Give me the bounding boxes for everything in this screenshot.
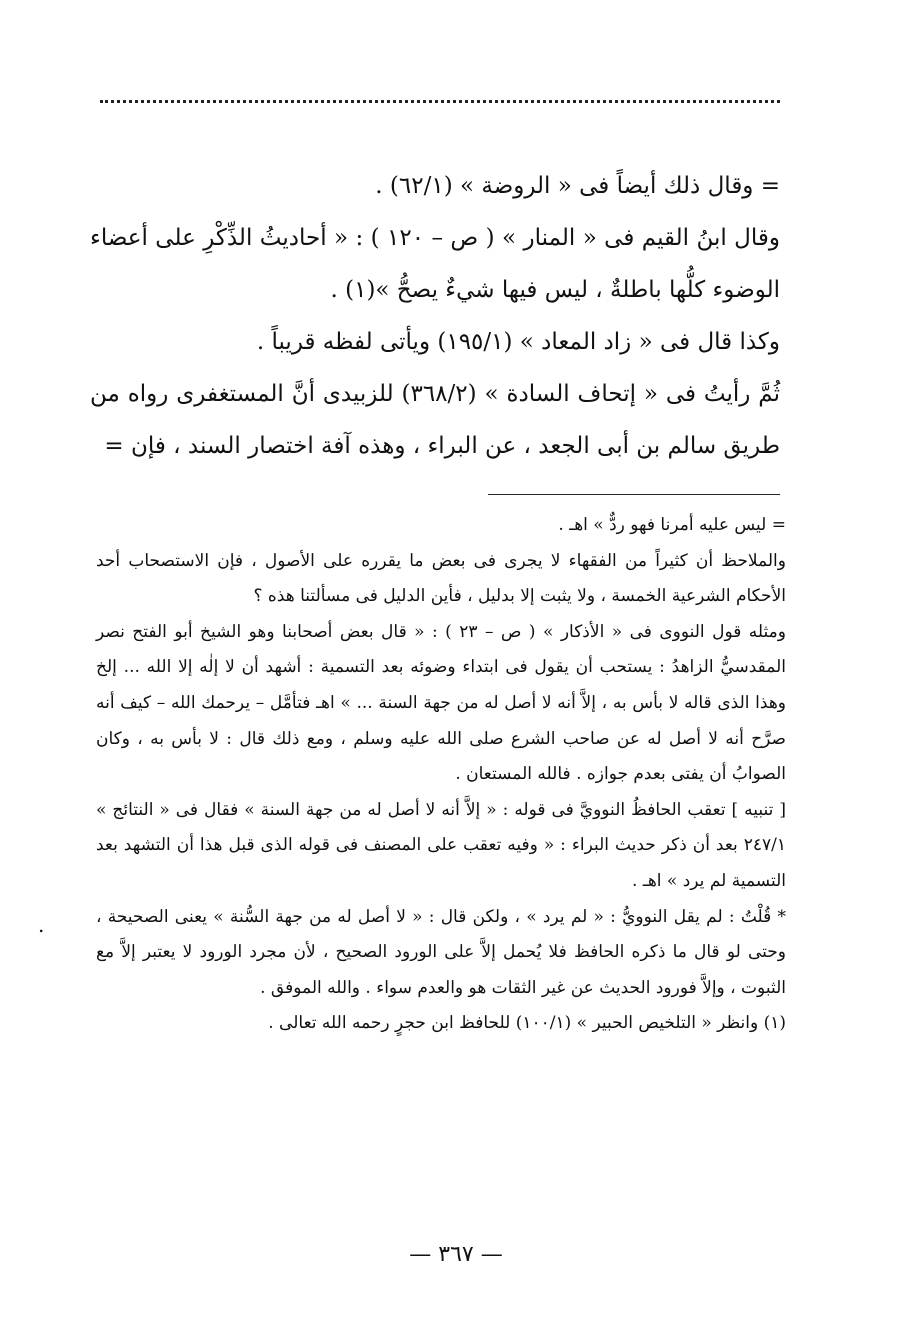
- margin-mark: .: [38, 913, 45, 937]
- note-paragraph-3: [ تنبيه ] تعقب الحافظُ النوويَّ فى قوله : « إلاَّ أنه لا أصل له من جهة السنة » فقال فى « النتائج » ٢٤٧/١ بعد أن ذكر حديث البراء : « وفيه تعقب على المصنف فى قوله الذى قبل هذا أن التشهد بعد التسمية لم يرد » اهـ .: [96, 799, 786, 891]
- main-paragraph-2: وقال ابنُ القيم فى « المنار » ( ص – ١٢٠ ) : « أحاديثُ الذِّكْرِ على أعضاء الوضوء كلُّها باطلةٌ ، ليس فيها شيءٌ يصحُّ »(١) .: [90, 225, 780, 303]
- main-paragraph-1: = وقال ذلك أيضاً فى « الروضة » (٦٢/١) .: [375, 173, 780, 199]
- main-text: [90, 160, 780, 472]
- page-number: — ٣٦٧ —: [409, 1242, 503, 1267]
- footnotes: [96, 508, 786, 1042]
- note-paragraph-4: * قُلْتُ : لم يقل النوويُّ : « لم يرد » ، ولكن قال : « لا أصل له من جهة السُّنة » يعنى الصحيحة ، وحتى لو قال ما ذكره الحافظ فلا يُحمل إلاَّ على الورود الصحيح ، لأن مجرد الورود لا يعتبر إلاَّ مع الثبوت ، وإلاَّ فورود الحديث عن غير الثقات هو والعدم سواء . والله الموفق .: [96, 906, 786, 998]
- main-paragraph-4: ثُمَّ رأيتُ فى « إتحاف السادة » (٣٦٨/٢) للزبيدى أنَّ المستغفرى رواه من طريق سالم بن أبى الجعد ، عن البراء ، وهذه آفة اختصار السند ، فإن =: [90, 381, 780, 459]
- main-paragraph-3: وكذا قال فى « زاد المعاد » (١٩٥/١) ويأتى لفظه قريباً .: [256, 329, 780, 355]
- footnote-separator: [488, 494, 780, 495]
- note-paragraph-2: ومثله قول النووى فى « الأذكار » ( ص – ٢٣ ) : « قال بعض أصحابنا وهو الشيخ أبو الفتح نصر المقدسيُّ الزاهدُ : يستحب أن يقول فى ابتداء وضوئه بعد التسمية : أشهد أن لا إلٰه إلا الله ... إلخ وهذا الذى قاله لا بأس به ، إلاَّ أنه لا أصل له من جهة السنة ... » اهـ فتأمَّل – يرحمك الله – كيف أنه صرَّح أنه لا أصل له عن صاحب الشرع صلى الله عليه وسلم ، ومع ذلك قال : لا بأس به ، وكان الصوابُ أن يفتى بعدم جوازه . فالله المستعان .: [96, 621, 786, 785]
- dotted-header-rule: [100, 86, 780, 103]
- note-continuation: = ليس عليه أمرنا فهو ردٌّ » اهـ .: [558, 515, 786, 535]
- footnote-1: (١) وانظر « التلخيص الحبير » (١٠٠/١) للحافظ ابن حجرٍ رحمه الله تعالى .: [268, 1013, 786, 1034]
- note-paragraph-1: والملاحظ أن كثيراً من الفقهاء لا يجرى فى بعض ما يقرره على الأصول ، فإن الاستصحاب أحد الأحكام الشرعية الخمسة ، ولا يثبت إلا بدليل ، فأين الدليل فى مسألتنا هذه ؟: [96, 550, 786, 607]
